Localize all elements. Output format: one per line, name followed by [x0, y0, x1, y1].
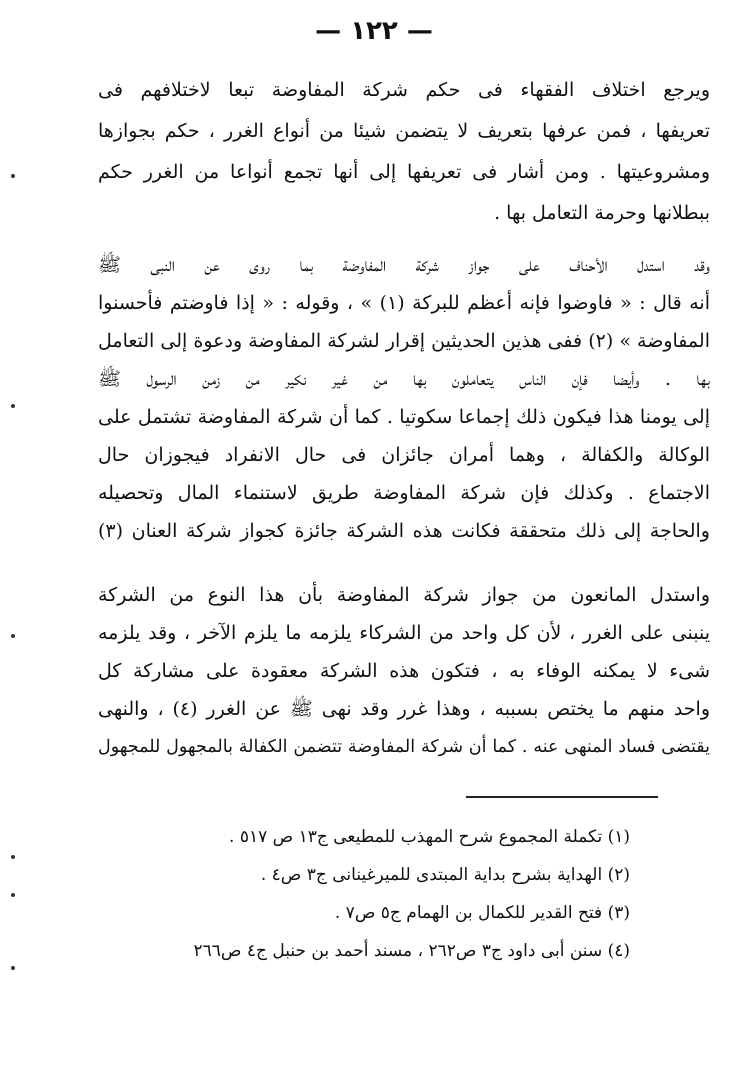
- scan-speck: [11, 855, 15, 859]
- scan-speck: [11, 966, 15, 970]
- text-line: ببطلانها وحرمة التعامل بها .: [494, 202, 710, 224]
- scan-speck: [11, 634, 15, 638]
- scan-speck: [11, 174, 15, 178]
- text-line: المفاوضة » (٢) ففى هذين الحديثين إقرار لشركة المفاوضة ودعوة إلى التعامل: [98, 330, 710, 352]
- text-line: وقد استدل الأحناف على جواز شركة المفاوضة بما روى عن النبى ﷺ: [98, 254, 710, 276]
- footnote-4: (٤) سنن أبى داود ج٣ ص٢٦٢ ، مسند أحمد بن حنبل ج٤ ص٢٦٦: [193, 941, 630, 961]
- text-line: واستدل المانعون من جواز شركة المفاوضة بأن هذا النوع من الشركة: [98, 584, 710, 606]
- text-line: تعريفها ، فمن عرفها بتعريف لا يتضمن شيئا من أنواع الغرر ، حكم بجوازها: [98, 120, 710, 142]
- text-line: ويرجع اختلاف الفقهاء فى حكم شركة المفاوضة تبعا لاختلافهم فى: [98, 79, 710, 101]
- text-line: الاجتماع . وكذلك فإن شركة المفاوضة طريق لاستنماء المال وتحصيله: [98, 482, 710, 504]
- paragraph-2: [98, 246, 710, 550]
- paragraph-3: [98, 576, 710, 766]
- footnote-2: (٢) الهداية بشرح بداية المبتدى للميرغينانى ج٣ ص٤ .: [260, 865, 630, 885]
- footnote-3: (٣) فتح القدير للكمال بن الهمام ج٥ ص٧ .: [334, 903, 630, 923]
- text-line: شىء لا يمكنه الوفاء به ، فتكون هذه الشركة معقودة على مشاركة كل: [98, 660, 710, 682]
- footnote-1: (١) تكملة المجموع شرح المهذب للمطيعى ج١٣ ص ٥١٧ .: [229, 827, 630, 847]
- paragraph-1: [98, 70, 710, 234]
- footnote-separator: [466, 796, 658, 798]
- footnotes: [150, 818, 630, 970]
- text-line: ومشروعيتها . ومن أشار فى تعريفها إلى أنها تجمع أنواعا من الغرر حكم: [98, 161, 710, 183]
- text-line: يقتضى فساد المنهى عنه . كما أن شركة المفاوضة تتضمن الكفالة بالمجهول للمجهول: [98, 737, 710, 757]
- text-line: واحد منهم ما يختص بسببه ، وهذا غرر وقد نهى ﷺ عن الغرر (٤) ، والنهى: [98, 698, 710, 720]
- scan-speck: [11, 893, 15, 897]
- text-line: أنه قال : « فاوضوا فإنه أعظم للبركة (١) » ، وقوله : « إذا فاوضتم فأحسنوا: [98, 292, 710, 314]
- text-line: ينبنى على الغرر ، لأن كل واحد من الشركاء يلزمه ما يلزم الآخر ، وقد يلزمه: [98, 622, 710, 644]
- text-line: بها . وأيضا فإن الناس يتعاملون بها من غير نكير من زمن الرسول ﷺ: [98, 368, 710, 390]
- text-line: الوكالة والكفالة ، وهما أمران جائزان فى حال الانفراد فيجوزان حال: [98, 444, 710, 466]
- scan-speck: [11, 404, 15, 408]
- page-number: — ١٢٢ —: [315, 16, 433, 46]
- text-line: والحاجة إلى ذلك متحققة فكانت هذه الشركة جائزة كجواز شركة العنان (٣): [98, 520, 710, 542]
- text-line: إلى يومنا هذا فيكون ذلك إجماعا سكوتيا . كما أن شركة المفاوضة تشتمل على: [98, 406, 710, 428]
